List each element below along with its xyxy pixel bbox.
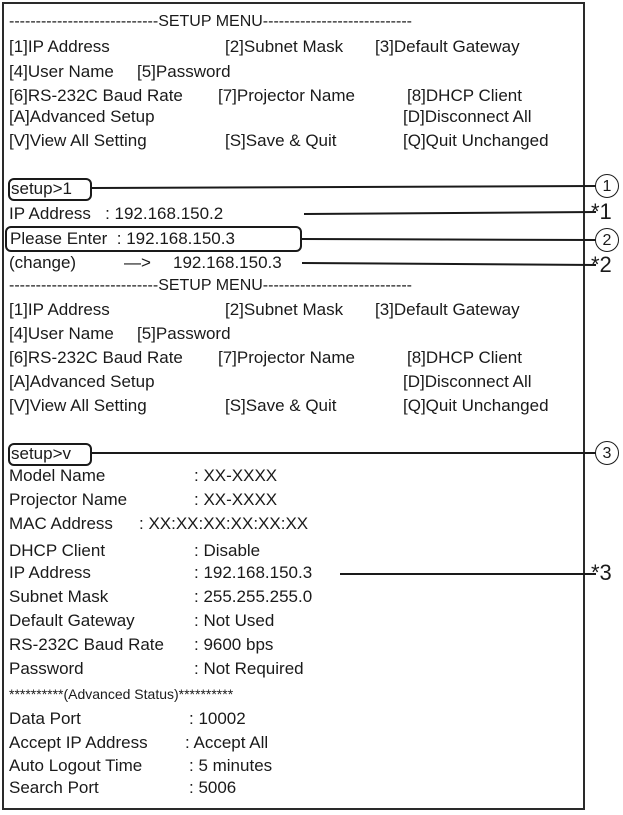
setting-label: IP Address bbox=[9, 563, 91, 582]
advanced-label: Auto Logout Time bbox=[9, 756, 143, 775]
menu-password: [5]Password bbox=[137, 62, 231, 81]
menu-projector-name: [7]Projector Name bbox=[218, 86, 355, 105]
callout-circle-1: 1 bbox=[595, 174, 619, 198]
menu-disconnect-all: [D]Disconnect All bbox=[403, 372, 532, 391]
leader-line-1 bbox=[92, 186, 596, 188]
advanced-status-header: **********(Advanced Status)********** bbox=[9, 686, 234, 702]
prompt-setup-1: setup>1 bbox=[11, 179, 72, 198]
setting-label: Projector Name bbox=[9, 490, 128, 509]
setting-label: Password bbox=[9, 659, 84, 678]
menu-view-all: [V]View All Setting bbox=[9, 396, 147, 415]
change-label: (change) bbox=[9, 253, 77, 272]
setting-value: : Not Used bbox=[194, 611, 275, 630]
advanced-label: Accept IP Address bbox=[9, 733, 148, 752]
menu-view-all: [V]View All Setting bbox=[9, 131, 147, 150]
menu-advanced-setup: [A]Advanced Setup bbox=[9, 107, 155, 126]
setting-value: : XX-XXXX bbox=[194, 490, 278, 509]
menu-save-quit: [S]Save & Quit bbox=[225, 131, 337, 150]
leader-line-2 bbox=[302, 239, 596, 240]
menu-ip-address: [1]IP Address bbox=[9, 300, 110, 319]
setting-value: : 255.255.255.0 bbox=[194, 587, 313, 606]
footnote-marker-2: *2 bbox=[591, 252, 612, 277]
note-line-1 bbox=[304, 212, 596, 214]
setup-menu-header-2: ----------------------------SETUP MENU---------------------------- bbox=[9, 277, 412, 294]
menu-dhcp-client: [8]DHCP Client bbox=[407, 348, 522, 367]
prompt-setup-v: setup>v bbox=[11, 444, 72, 463]
menu-save-quit: [S]Save & Quit bbox=[225, 396, 337, 415]
setup-menu-header: ----------------------------SETUP MENU---------------------------- bbox=[9, 13, 412, 30]
menu-default-gateway: [3]Default Gateway bbox=[375, 37, 520, 56]
callout-circle-3: 3 bbox=[595, 441, 619, 465]
menu-baud-rate: [6]RS-232C Baud Rate bbox=[9, 86, 183, 105]
setting-label: Subnet Mask bbox=[9, 587, 109, 606]
menu-projector-name: [7]Projector Name bbox=[218, 348, 355, 367]
menu-baud-rate: [6]RS-232C Baud Rate bbox=[9, 348, 183, 367]
advanced-value: : Accept All bbox=[185, 733, 269, 752]
note-line-2 bbox=[302, 263, 596, 265]
setting-label: Default Gateway bbox=[9, 611, 135, 630]
menu-dhcp-client: [8]DHCP Client bbox=[407, 86, 522, 105]
menu-default-gateway: [3]Default Gateway bbox=[375, 300, 520, 319]
setting-label: MAC Address bbox=[9, 514, 113, 533]
footnote-marker-3: *3 bbox=[591, 560, 612, 585]
menu-advanced-setup: [A]Advanced Setup bbox=[9, 372, 155, 391]
menu-ip-address: [1]IP Address bbox=[9, 37, 110, 56]
advanced-label: Search Port bbox=[9, 778, 99, 797]
menu-disconnect-all: [D]Disconnect All bbox=[403, 107, 532, 126]
menu-subnet-mask: [2]Subnet Mask bbox=[225, 37, 344, 56]
advanced-value: : 10002 bbox=[189, 709, 246, 728]
setting-value: : Disable bbox=[194, 541, 261, 560]
callout-circle-2: 2 bbox=[595, 228, 619, 252]
advanced-value: : 5 minutes bbox=[189, 756, 273, 775]
setting-value: : XX-XXXX bbox=[194, 466, 278, 485]
menu-user-name: [4]User Name bbox=[9, 324, 114, 343]
advanced-label: Data Port bbox=[9, 709, 81, 728]
menu-password: [5]Password bbox=[137, 324, 231, 343]
setting-value: : Not Required bbox=[194, 659, 304, 678]
menu-user-name: [4]User Name bbox=[9, 62, 114, 81]
menu-quit-unchanged: [Q]Quit Unchanged bbox=[403, 396, 549, 415]
menu-quit-unchanged: [Q]Quit Unchanged bbox=[403, 131, 549, 150]
advanced-value: : 5006 bbox=[189, 778, 237, 797]
setting-value: : XX:XX:XX:XX:XX:XX bbox=[139, 514, 309, 533]
setting-value: : 9600 bps bbox=[194, 635, 274, 654]
setting-value: : 192.168.150.3 bbox=[194, 563, 313, 582]
setting-label: Model Name bbox=[9, 466, 106, 485]
setting-label: RS-232C Baud Rate bbox=[9, 635, 164, 654]
setting-label: DHCP Client bbox=[9, 541, 106, 560]
footnote-marker-1: *1 bbox=[591, 199, 612, 224]
please-enter-line: Please Enter : 192.168.150.3 bbox=[10, 229, 235, 248]
change-arrow: —> bbox=[124, 253, 151, 272]
ip-address-line: IP Address : 192.168.150.2 bbox=[9, 204, 224, 223]
change-value: 192.168.150.3 bbox=[173, 253, 282, 272]
menu-subnet-mask: [2]Subnet Mask bbox=[225, 300, 344, 319]
